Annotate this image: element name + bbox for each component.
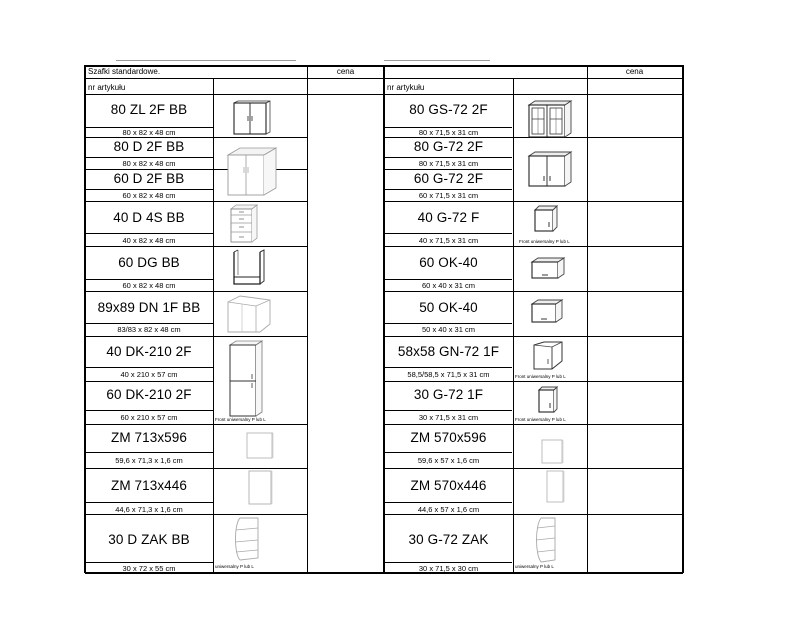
row-divider <box>384 246 683 247</box>
corner-base-cabinet-icon <box>226 294 272 334</box>
article-dimensions: 30 x 71,5 x 31 cm <box>418 413 479 422</box>
row-divider <box>85 410 213 411</box>
article-code: 50 OK-40 <box>419 300 478 315</box>
front-note: Front uniwersalny P lub L <box>515 417 566 422</box>
article-code: ZM 713x596 <box>110 430 188 445</box>
article-dimensions: 80 x 71,5 x 31 cm <box>418 159 479 168</box>
article-code: 30 G-72 1F <box>413 387 484 402</box>
article-dimensions: 40 x 210 x 57 cm <box>120 370 178 379</box>
row-divider <box>384 233 512 234</box>
row-divider <box>384 189 512 190</box>
row-divider <box>85 137 307 138</box>
panel-small-narrow-icon <box>546 470 566 504</box>
hood-cabinet-icon <box>530 256 566 280</box>
row-divider <box>384 336 683 337</box>
panel-icon <box>246 432 274 460</box>
article-code: 60 DK-210 2F <box>106 387 192 402</box>
row-divider <box>85 452 213 453</box>
article-code: 60 OK-40 <box>419 255 478 270</box>
row-divider <box>85 233 213 234</box>
row-divider <box>85 381 213 382</box>
row-divider <box>85 367 213 368</box>
article-code: 80 D 2F BB <box>113 139 185 154</box>
article-code: 40 D 4S BB <box>113 210 185 225</box>
article-dimensions: 80 x 71,5 x 31 cm <box>418 128 479 137</box>
column-divider <box>307 65 308 572</box>
sink-base-cabinet-2-door-icon <box>232 100 272 136</box>
article-dimensions: 40 x 82 x 48 cm <box>122 236 176 245</box>
row-divider <box>384 291 683 292</box>
article-code: 30 D ZAK BB <box>108 532 190 547</box>
article-number-header: nr artykułu <box>387 83 425 92</box>
top-rule <box>384 60 490 61</box>
row-divider <box>85 323 213 324</box>
row-divider <box>384 381 683 382</box>
row-divider <box>85 514 307 515</box>
front-note: uniwersalny P lub L <box>515 564 554 569</box>
row-divider <box>85 502 213 503</box>
column-divider <box>513 78 514 572</box>
panel-small-icon <box>541 439 565 465</box>
row-divider <box>85 424 307 425</box>
article-dimensions: 59,6 x 57 x 1,6 cm <box>417 456 480 465</box>
row-divider <box>85 157 213 158</box>
article-dimensions: 60 x 82 x 48 cm <box>122 281 176 290</box>
row-divider <box>384 502 512 503</box>
front-note: Front uniwersalny P lub L <box>519 239 570 244</box>
article-dimensions: 30 x 71,5 x 30 cm <box>418 564 479 573</box>
article-dimensions: 83/83 x 82 x 48 cm <box>117 325 181 334</box>
tall-cabinet-2-door-icon <box>228 340 264 418</box>
row-divider <box>384 410 512 411</box>
row-divider <box>384 279 512 280</box>
article-dimensions: 59,6 x 71,3 x 1,6 cm <box>115 456 183 465</box>
row-divider <box>384 562 512 563</box>
article-dimensions: 40 x 71,5 x 31 cm <box>418 236 479 245</box>
article-code: 89x89 DN 1F BB <box>97 300 201 315</box>
row-divider <box>85 336 307 337</box>
front-note: Front uniwersalny P lub L <box>215 417 266 422</box>
price-column-header: cena <box>336 67 355 76</box>
corner-wall-cabinet-icon <box>532 341 564 371</box>
article-dimensions: 44,6 x 57 x 1,6 cm <box>417 505 480 514</box>
row-divider <box>85 246 307 247</box>
article-dimensions: 60 x 82 x 48 cm <box>122 191 176 200</box>
row-divider <box>85 562 213 563</box>
row-divider <box>85 201 307 202</box>
article-code: 60 DG BB <box>118 255 180 270</box>
row-divider <box>384 169 512 170</box>
article-code: 58x58 GN-72 1F <box>397 344 500 359</box>
drawer-cabinet-4-drawer-icon <box>229 204 259 244</box>
column-divider <box>587 65 588 572</box>
article-dimensions: 60 x 210 x 57 cm <box>120 413 178 422</box>
article-code: ZM 570x446 <box>410 478 487 493</box>
open-end-shelf-icon <box>232 516 264 562</box>
article-code: ZM 713x446 <box>110 478 188 493</box>
base-cabinet-2-door-icon <box>226 145 278 197</box>
article-code: 60 G-72 2F <box>413 171 484 186</box>
article-dimensions: 44,6 x 71,3 x 1,6 cm <box>115 505 183 514</box>
article-code: 80 GS-72 2F <box>409 102 488 117</box>
row-divider <box>85 291 307 292</box>
panel-narrow-icon <box>248 470 274 506</box>
article-code: 80 G-72 2F <box>413 139 484 154</box>
article-dimensions: 60 x 40 x 31 cm <box>422 281 475 290</box>
article-dimensions: 80 x 82 x 48 cm <box>122 159 176 168</box>
row-divider <box>85 468 307 469</box>
section-title: Szafki standardowe. <box>88 67 161 76</box>
row-divider <box>85 189 213 190</box>
article-code: 60 D 2F BB <box>113 171 185 186</box>
article-dimensions: 60 x 71,5 x 31 cm <box>418 191 479 200</box>
row-divider <box>384 157 512 158</box>
open-end-wall-shelf-icon <box>533 516 559 564</box>
article-dimensions: 50 x 40 x 31 cm <box>422 325 475 334</box>
article-code: 30 G-72 ZAK <box>408 532 489 547</box>
article-dimensions: 58,5/58,5 x 71,5 x 31 cm <box>407 370 490 379</box>
top-rule <box>116 60 296 61</box>
article-dimensions: 80 x 82 x 48 cm <box>122 128 176 137</box>
table-right-border <box>682 65 684 573</box>
column-divider <box>213 78 214 572</box>
row-divider <box>384 468 683 469</box>
glass-wall-cabinet-icon <box>527 99 573 139</box>
article-code: 40 G-72 F <box>417 210 480 225</box>
article-code: 80 ZL 2F BB <box>110 102 188 117</box>
front-note: Front uniwersalny P lub L <box>515 374 566 379</box>
wall-cabinet-2-door-icon <box>527 150 573 188</box>
article-code: ZM 570x596 <box>410 430 487 445</box>
row-divider <box>384 452 512 453</box>
row-divider <box>384 424 683 425</box>
article-code: 40 DK-210 2F <box>106 344 192 359</box>
row-divider <box>384 514 683 515</box>
row-divider <box>384 367 512 368</box>
row-divider <box>384 201 683 202</box>
front-note: uniwersalny P lub L <box>215 564 254 569</box>
wall-cabinet-1-door-icon <box>533 205 559 233</box>
oven-housing-cabinet-icon <box>232 250 266 286</box>
row-divider <box>85 279 213 280</box>
narrow-wall-cabinet-icon <box>537 386 559 414</box>
hood-cabinet-small-icon <box>530 298 564 324</box>
price-column-header: cena <box>625 67 644 76</box>
article-number-header: nr artykułu <box>88 83 126 92</box>
article-dimensions: 30 x 72 x 55 cm <box>122 564 176 573</box>
row-divider <box>384 323 512 324</box>
